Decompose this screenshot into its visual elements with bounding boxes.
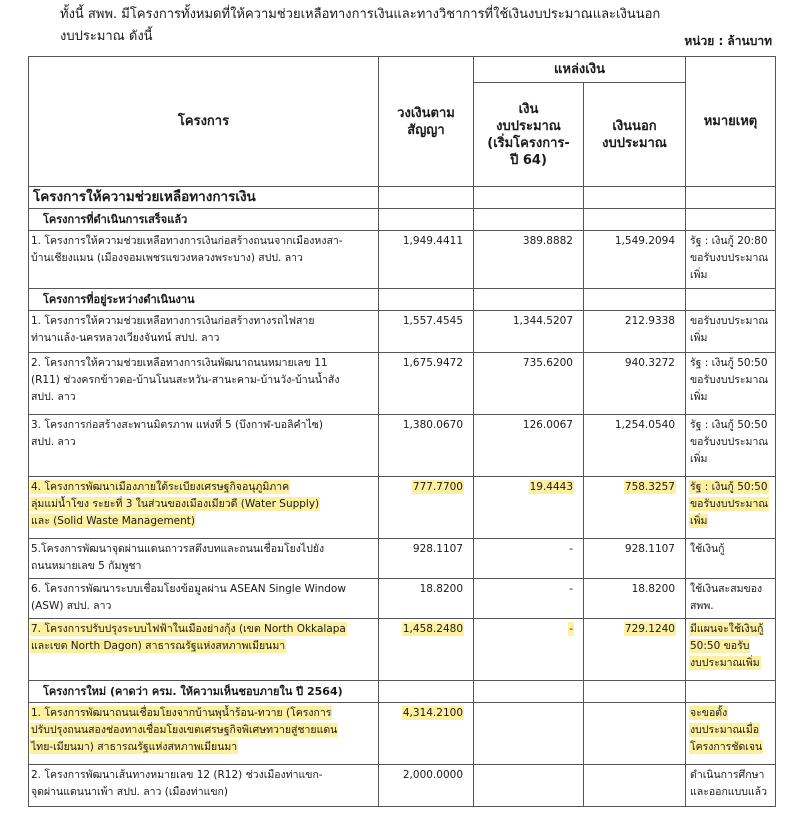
table-cell [584, 187, 686, 209]
header-project: โครงการ [29, 57, 379, 187]
cell-text: 1. โครงการพัฒนาถนนเชื่อมโยงจากบ้านพุน้ำร้อน-ทวาย (โครงการ [31, 707, 332, 719]
cell-text: ขอรับงบประมาณ [690, 315, 769, 327]
table-cell [29, 619, 379, 681]
table-cell [474, 681, 584, 703]
table-cell [474, 289, 584, 311]
cell-text: 1. โครงการให้ความช่วยเหลือทางการเงินก่อสร้างถนนจากเมืองหงสา- [31, 235, 343, 247]
intro-text [60, 4, 780, 48]
table-cell [474, 619, 584, 681]
table-cell: 18.8200 [379, 579, 474, 619]
cell-text: และเขต North Dagon) สาธารณรัฐแห่งสหภาพเมียนมา [31, 640, 286, 652]
header-budget [474, 83, 584, 187]
cell-text: สัญญา [407, 122, 445, 138]
table-cell [584, 289, 686, 311]
cell-text: 50:50 ขอรับ [690, 640, 750, 652]
table-row [29, 415, 776, 477]
cell-text: เพิ่ม [690, 269, 708, 281]
cell-text: เพิ่ม [690, 332, 708, 344]
section-row [29, 187, 776, 209]
cell-text: 729.1240 [624, 623, 675, 635]
cell-text: สปป. ลาว [31, 391, 76, 403]
table-row [29, 765, 776, 807]
group-row [29, 209, 776, 231]
cell-text: 6. โครงการพัฒนาระบบเชื่อมโยงข้อมูลผ่าน ASEAN Single Window [31, 583, 346, 595]
table-row [29, 539, 776, 579]
cell-text: ไทย-เมียนมา) สาธารณรัฐแห่งสหภาพเมียนมา [31, 741, 238, 753]
table-cell [474, 765, 584, 807]
cell-text: 3. โครงการก่อสร้างสะพานมิตรภาพ แห่งที่ 5 (บึงกาฬ-บอลิคำไซ) [31, 419, 323, 431]
projects-table [28, 56, 776, 807]
table-cell [686, 311, 776, 353]
cell-text: จะขอตั้ง [690, 707, 728, 719]
table-cell [474, 477, 584, 539]
cell-text: - [569, 623, 573, 635]
cell-text: ขอรับงบประมาณ [690, 374, 769, 386]
table-cell [686, 579, 776, 619]
table-cell: 940.3272 [584, 353, 686, 415]
table-row [29, 703, 776, 765]
cell-text: รัฐ : เงินกู้ 50:50 [690, 357, 768, 369]
cell-text: 19.4443 [529, 481, 573, 493]
unit-label: หน่วย : ล้านบาท [684, 34, 772, 48]
cell-text: เงินนอก [612, 118, 657, 134]
table-cell [584, 681, 686, 703]
group-ongoing: โครงการที่อยู่ระหว่างดำเนินงาน [29, 289, 379, 311]
cell-text: มีแผนจะใช้เงินกู้ [690, 623, 764, 635]
cell-text: 5.โครงการพัฒนาจุดผ่านแดนถาวรสตึงบทและถนนเชื่อมโยงไปยัง [31, 543, 325, 555]
table-cell: 1,344.5207 [474, 311, 584, 353]
cell-text: (เริ่มโครงการ- [487, 135, 570, 151]
table-cell [379, 619, 474, 681]
table-cell: 1,949.4411 [379, 231, 474, 289]
table-cell [686, 681, 776, 703]
table-cell [686, 231, 776, 289]
header-offbudget [584, 83, 686, 187]
cell-text: และออกแบบแล้ว [690, 786, 768, 798]
cell-text: ขอรับงบประมาณ [690, 436, 769, 448]
table-cell: 2,000.0000 [379, 765, 474, 807]
table-cell [29, 765, 379, 807]
table-cell: 928.1107 [379, 539, 474, 579]
table-cell: - [474, 579, 584, 619]
cell-text: งบประมาณ [602, 135, 667, 151]
cell-text: ใช้เงินกู้ [690, 543, 725, 555]
table-cell [584, 477, 686, 539]
cell-text: รัฐ : เงินกู้ 50:50 [690, 419, 768, 431]
table-cell: 1,380.0670 [379, 415, 474, 477]
cell-text: งบประมาณเพิ่ม [690, 657, 760, 669]
cell-text: รัฐ : เงินกู้ 20:80 [690, 235, 768, 247]
group-new: โครงการใหม่ (คาดว่า ครม. ให้ความเห็นชอบภายใน ปี 2564) [29, 681, 379, 703]
cell-text: เงิน [518, 101, 539, 117]
cell-text: ขอรับงบประมาณ [690, 498, 769, 510]
table-cell [474, 703, 584, 765]
table-cell: 1,557.4545 [379, 311, 474, 353]
header-source: แหล่งเงิน [474, 57, 686, 83]
table-cell [29, 415, 379, 477]
table-cell: 389.8882 [474, 231, 584, 289]
table-cell: 18.8200 [584, 579, 686, 619]
cell-text: บ้านเชียงแมน (เมืองจอมเพชรแขวงหลวงพระบาง) สปป. ลาว [31, 252, 303, 264]
cell-text: เพิ่ม [690, 515, 708, 527]
cell-text: งบประมาณ [496, 118, 561, 134]
cell-text: เพิ่ม [690, 453, 708, 465]
group-row [29, 289, 776, 311]
table-cell [584, 209, 686, 231]
table-cell [474, 187, 584, 209]
cell-text: 4. โครงการพัฒนาเมืองภายใต้ระเบียงเศรษฐกิจอนุภูมิภาค [31, 481, 290, 493]
cell-text: รัฐ : เงินกู้ 50:50 [690, 481, 768, 493]
table-cell [29, 353, 379, 415]
cell-text: งบประมาณเมื่อ [690, 724, 760, 736]
table-cell [584, 619, 686, 681]
table-cell [686, 209, 776, 231]
table-cell [29, 703, 379, 765]
cell-text: 2. โครงการพัฒนาเส้นทางหมายเลข 12 (R12) ช่วงเมืองท่าแขก- [31, 769, 323, 781]
cell-text: (ASW) สปป. ลาว [31, 600, 112, 612]
table-row [29, 619, 776, 681]
group-completed: โครงการที่ดำเนินการเสร็จแล้ว [29, 209, 379, 231]
cell-text: 2. โครงการให้ความช่วยเหลือทางการเงินพัฒนาถนนหมายเลข 11 [31, 357, 328, 369]
table-cell [379, 703, 474, 765]
table-cell [379, 681, 474, 703]
table-cell [29, 477, 379, 539]
table-cell [29, 539, 379, 579]
table-row [29, 311, 776, 353]
cell-text: ท่านาแล้ง-นครหลวงเวียงจันทน์ สปป. ลาว [31, 332, 220, 344]
intro-line-1: ทั้งนี้ สพพ. มีโครงการทั้งหมดที่ให้ความช่วยเหลือทางการเงินและทางวิชาการที่ใช้เงินงบประมาณและเงินนอก [60, 7, 661, 22]
table-cell: 928.1107 [584, 539, 686, 579]
table-cell [379, 477, 474, 539]
table-cell: 1,254.0540 [584, 415, 686, 477]
cell-text: 7. โครงการปรับปรุงระบบไฟฟ้าในเมืองย่างกุ้ง (เขต North Okkalapa [31, 623, 346, 635]
cell-text: (R11) ช่วงครกข้าวดอ-บ้านโนนสะหวัน-สานะคาม-บ้านวัง-บ้านน้ำสัง [31, 374, 340, 386]
cell-text: 758.3257 [624, 481, 675, 493]
header-remark: หมายเหตุ [686, 57, 776, 187]
table-cell [686, 415, 776, 477]
cell-text: ถนนหมายเลข 5 กัมพูชา [31, 560, 142, 572]
table-cell [686, 765, 776, 807]
cell-text: สปป. ลาว [31, 436, 76, 448]
table-cell: 1,549.2094 [584, 231, 686, 289]
cell-text: ขอรับงบประมาณ [690, 252, 769, 264]
table-row [29, 353, 776, 415]
cell-text: วงเงินตาม [397, 105, 455, 121]
cell-text: เพิ่ม [690, 391, 708, 403]
cell-text: 1,458.2480 [402, 623, 463, 635]
table-cell [29, 231, 379, 289]
header-contract [379, 57, 474, 187]
table-row [29, 477, 776, 539]
cell-text: สพพ. [690, 600, 714, 612]
table-cell [379, 289, 474, 311]
cell-text: 1. โครงการให้ความช่วยเหลือทางการเงินก่อสร้างทางรถไฟสาย [31, 315, 315, 327]
cell-text: และ (Solid Waste Management) [31, 515, 195, 527]
table-cell [686, 353, 776, 415]
section-title: โครงการให้ความช่วยเหลือทางการเงิน [29, 187, 379, 209]
table-row [29, 231, 776, 289]
table-cell [686, 289, 776, 311]
group-row [29, 681, 776, 703]
intro-line-2: งบประมาณ ดังนี้ [60, 29, 153, 44]
table-cell: 735.6200 [474, 353, 584, 415]
table-cell [686, 539, 776, 579]
table-cell [379, 187, 474, 209]
cell-text: จุดผ่านแดนนาเพ้า สปป. ลาว (เมืองท่าแขก) [31, 786, 229, 798]
table-row [29, 579, 776, 619]
table-cell [29, 311, 379, 353]
table-cell: 212.9338 [584, 311, 686, 353]
table-cell [686, 703, 776, 765]
table-cell [686, 619, 776, 681]
table-cell [29, 579, 379, 619]
cell-text: ปรับปรุงถนนสองช่องทางเชื่อมโยงเขตเศรษฐกิจพิเศษทวายสู่ชายแดน [31, 724, 338, 736]
table-cell [474, 209, 584, 231]
cell-text: ใช้เงินสะสมของ [690, 583, 763, 595]
cell-text: ปี 64) [510, 152, 547, 168]
table-cell [686, 477, 776, 539]
cell-text: 4,314.2100 [402, 707, 463, 719]
cell-text: โครงการชัดเจน [690, 741, 763, 753]
cell-text: ลุ่มแม่น้ำโขง ระยะที่ 3 ในส่วนของเมืองเมียวดี (Water Supply) [31, 498, 320, 510]
table-cell [379, 209, 474, 231]
table-cell: 126.0067 [474, 415, 584, 477]
table-cell [584, 765, 686, 807]
cell-text: 777.7700 [412, 481, 463, 493]
table-cell [584, 703, 686, 765]
cell-text: ดำเนินการศึกษา [690, 769, 765, 781]
table-cell: - [474, 539, 584, 579]
table-cell: 1,675.9472 [379, 353, 474, 415]
table-cell [686, 187, 776, 209]
